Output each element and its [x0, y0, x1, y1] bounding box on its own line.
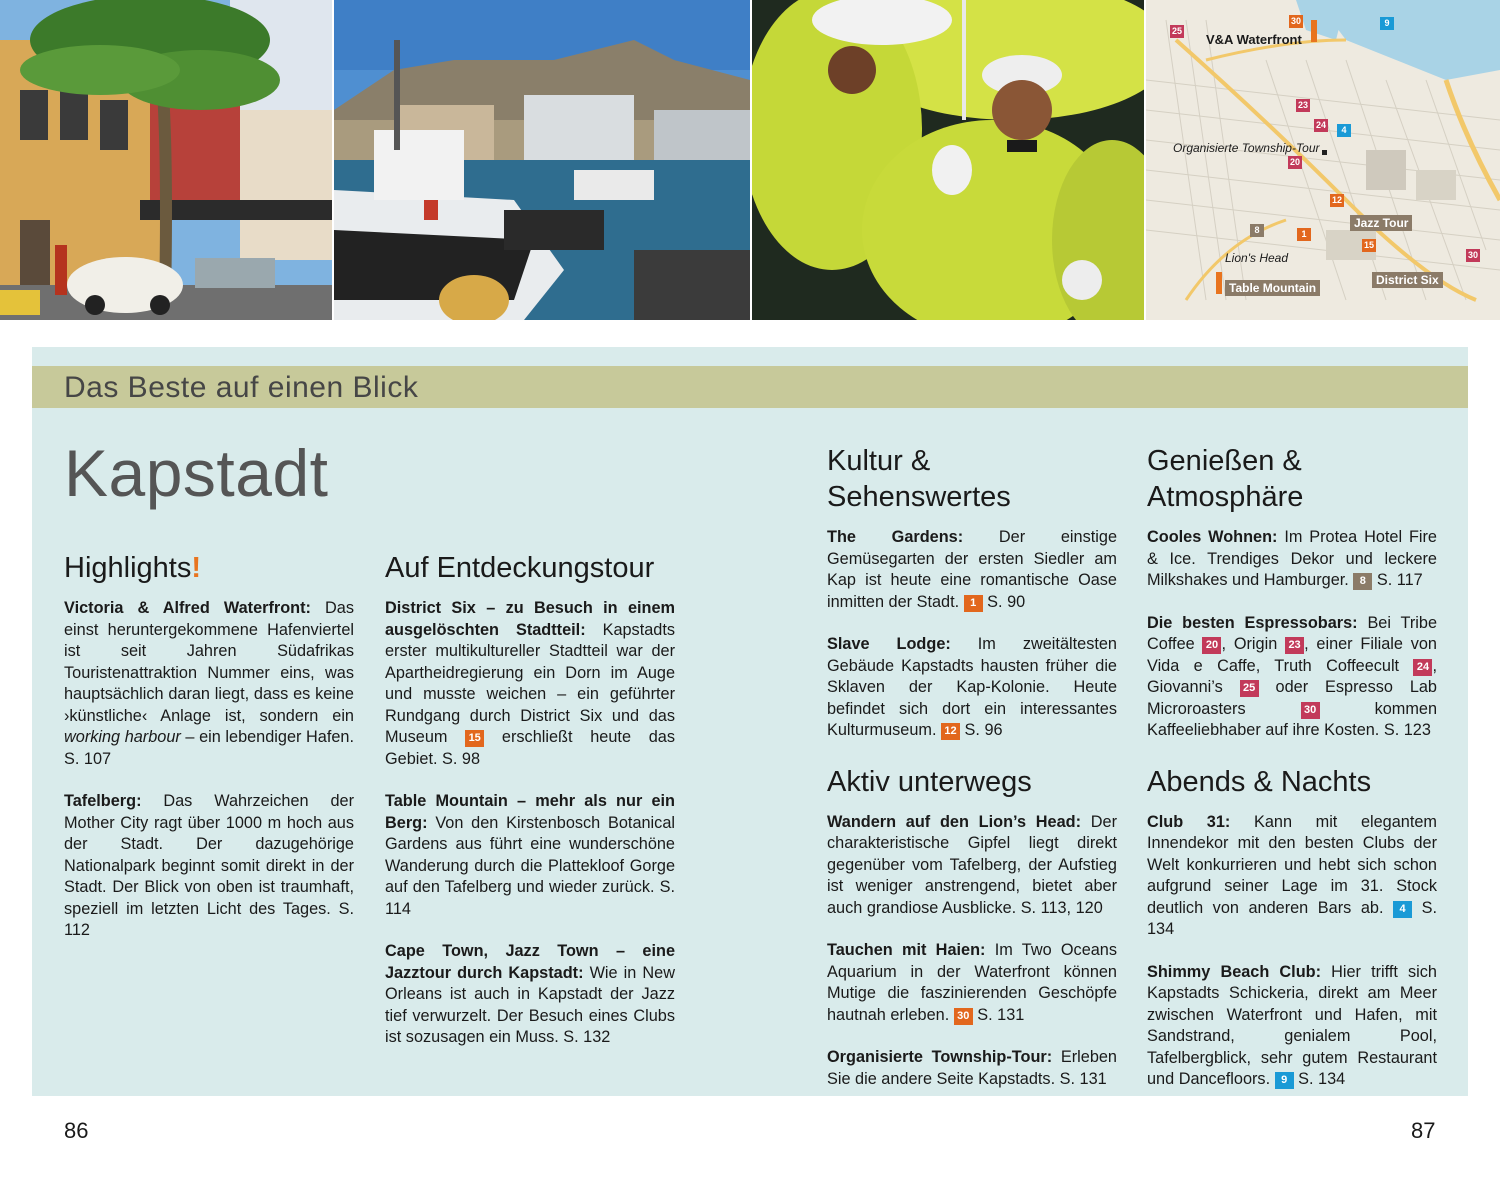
- photo-strip: [0, 0, 1500, 320]
- content-panel: [32, 347, 1468, 1096]
- harbour-photo: [334, 0, 750, 320]
- map-ref-badge: 20: [1202, 637, 1221, 654]
- active-entry: [827, 1047, 1117, 1090]
- entry-title: Club 31:: [1147, 812, 1231, 831]
- map-badge-25: 25: [1171, 26, 1182, 36]
- entry-title: Shimmy Beach Club:: [1147, 962, 1322, 981]
- entry-text: Der einstige Gemüsegarten der ersten Siedler am Kap ist heute eine romantische Oase inmitten der Stadt.: [827, 528, 1117, 611]
- map-label-district-six: District Six: [1372, 272, 1443, 288]
- entry-text: S. 134: [1293, 1070, 1346, 1088]
- map-ref-badge: 25: [1240, 680, 1259, 697]
- map-badge-24: 24: [1315, 120, 1326, 130]
- culture-entry: [827, 634, 1117, 742]
- entry-text: S. 117: [1372, 571, 1423, 589]
- entry-title: The Gardens:: [827, 528, 964, 546]
- map-badge-20: 20: [1289, 157, 1300, 167]
- map-ref-badge: 8: [1353, 573, 1372, 590]
- map-badge-30-east: 30: [1467, 250, 1478, 260]
- page-number-left: 86: [64, 1118, 89, 1143]
- entry-text: Kann mit elegantem Innendekor mit den besten Clubs der Welt konkurrieren und hebt sich schon aufgrund seiner Lage im 31. Stock deutlich von anderen Bars ab.: [1147, 812, 1437, 917]
- entry-title: Tafelberg:: [64, 792, 142, 810]
- enjoy-entry: [1147, 527, 1437, 592]
- nights-entry: [1147, 962, 1437, 1091]
- entry-text: , Giovanni’s: [1147, 656, 1437, 696]
- entry-title: Die besten Espressobars:: [1147, 613, 1358, 632]
- map-ref-badge: 30: [954, 1008, 973, 1025]
- entry-title: Table Mountain – mehr als nur ein Berg:: [385, 792, 675, 832]
- highlights-heading-text: Highlights: [64, 552, 192, 584]
- map-ref-badge: 9: [1275, 1072, 1294, 1089]
- entry-italic: working harbour: [64, 728, 181, 746]
- map-badge-15: 15: [1363, 240, 1374, 250]
- map-ref-badge: 4: [1393, 901, 1412, 918]
- carnival-photo: [752, 0, 1144, 320]
- culture-heading: Kultur & Sehenswertes: [827, 445, 1011, 513]
- entry-text: oder Espresso Lab Microroasters: [1147, 678, 1437, 718]
- section-banner: [32, 366, 1468, 408]
- map-badge-23: 23: [1297, 100, 1308, 110]
- discovery-column: [385, 550, 675, 1070]
- entry-text: S. 134: [1147, 898, 1437, 938]
- entry-text: Hier trifft sich Kapstadts Schickeria, direkt am Meer zwischen Waterfront und Hafen, mit Sandstrand, genialem Pool, Tafelbergblick, sehr gutem Restaurant und Dancefloors.: [1147, 962, 1437, 1088]
- discovery-entry: [385, 941, 675, 1049]
- entry-text: , Origin: [1221, 635, 1286, 653]
- enjoy-entry: [1147, 613, 1437, 742]
- map-label-waterfront: V&A Waterfront: [1206, 32, 1302, 47]
- entry-text: – ein lebendiger Hafen. S. 107: [64, 728, 355, 768]
- entry-text: Das Wahrzeichen der Mother City ragt über 1000 m hoch aus der Stadt. Der dazugehörige Nationalpark beginnt somit direkt in der Stadt. Der Blick von oben ist traumhaft, speziell im letzten Licht des Tages. S. 112: [64, 792, 354, 939]
- highlight-entry: [64, 791, 354, 942]
- entry-title: Slave Lodge:: [827, 635, 951, 653]
- highlights-heading: [64, 550, 354, 586]
- entry-title: Cape Town, Jazz Town – eine Jazztour durch Kapstadt:: [385, 942, 675, 982]
- enjoy-heading: Genießen & Atmosphäre: [1147, 445, 1304, 513]
- entry-text: Erleben Sie die andere Seite Kapstadts. S. 131: [827, 1048, 1117, 1088]
- entry-title: Organisierte Township-Tour:: [827, 1048, 1053, 1066]
- highlights-column: [64, 550, 354, 963]
- active-entry: [827, 940, 1117, 1026]
- entry-text: Von den Kirstenbosch Botanical Gardens aus führt eine wunderschöne Wanderung durch die Plattekloof Gorge auf den Tafelberg und wieder zurück. S. 114: [385, 813, 675, 918]
- map-ref-badge: 1: [964, 595, 983, 612]
- enjoy-column: [1147, 443, 1437, 1112]
- street-scene-photo: [0, 0, 332, 320]
- entry-title: District Six – zu Besuch in einem ausgelöschten Stadtteil:: [385, 599, 675, 639]
- nights-heading: Abends & Nachts: [1147, 765, 1372, 798]
- map-ref-badge: 24: [1413, 659, 1432, 676]
- highlight-entry: [64, 598, 354, 770]
- map-label-township: Organisierte Township-Tour: [1173, 141, 1320, 155]
- map-badge-4: 4: [1337, 124, 1351, 137]
- map-ref-badge: 30: [1301, 702, 1320, 719]
- map-label-lions-head: Lion's Head: [1225, 251, 1288, 265]
- entry-text: Der charakteristische Gipfel liegt direkt gegenüber vom Tafelberg, der Aufstieg ist weniger anstrengend, bietet aber auch grandiose Ausblicke. S. 113, 120: [827, 812, 1117, 917]
- map-badge-8: 8: [1250, 224, 1264, 237]
- entry-text: Im Protea Hotel Fire & Ice. Trendiges Dekor und leckere Milkshakes und Hamburger.: [1147, 528, 1437, 589]
- entry-text: Wie in New Orleans ist auch in Kapstadt der Jazz tief verwurzelt. Der Besuch eines Clubs ist sozusagen ein Muss. S. 132: [385, 963, 675, 1046]
- active-heading: Aktiv unterwegs: [827, 765, 1032, 798]
- map-label-table-mountain: Table Mountain: [1225, 280, 1320, 296]
- banner-title: Das Beste auf einen Blick: [64, 371, 419, 404]
- entry-text: Im Two Oceans Aquarium in der Waterfront können Mutige die faszinierenden Geschöpfe hautnah erleben.: [827, 941, 1117, 1024]
- culture-entry: [827, 527, 1117, 613]
- map-ref-badge: 23: [1285, 637, 1304, 654]
- entry-text: S. 90: [982, 592, 1026, 611]
- entry-title: Cooles Wohnen:: [1147, 528, 1278, 546]
- map-badge-9: 9: [1380, 17, 1394, 30]
- discovery-entry: [385, 791, 675, 920]
- entry-text: Kapstadts erster multikultureller Stadtteil war der Apartheidregierung ein Dorn im Auge und musste weichen – ein geführter Rundgang durch District Six und das Museum: [385, 620, 675, 746]
- entry-text: Das einst heruntergekommene Hafenviertel ist seit Jahren Südafrikas Touristenattraktion Nummer eins, was hauptsächlich daran liegt, dass es keine ›künstliche‹ Anlage ist, sondern ein: [64, 599, 354, 725]
- map-badge-1: 1: [1297, 228, 1311, 241]
- entry-text: Im zweitältesten Gebäude Kapstadts hausten früher die Sklaven der Kap-Kolonie. Heute befindet sich dort ein interessantes Kulturmuseum.: [827, 635, 1117, 739]
- map-badge-30: 30: [1290, 16, 1301, 26]
- discovery-entry: [385, 598, 675, 770]
- city-title: Kapstadt: [64, 436, 329, 510]
- entry-text: S. 131: [972, 1005, 1025, 1024]
- entry-text: Bei Tribe Coffee: [1147, 613, 1438, 653]
- entry-text: , einer Filiale von Vida e Caffe, Truth Coffeecult: [1147, 635, 1437, 675]
- map-ref-badge: 12: [941, 723, 960, 740]
- map-ref-badge: 15: [465, 730, 484, 747]
- discovery-heading: Auf Entdeckungstour: [385, 552, 655, 584]
- exclamation-icon: !: [191, 552, 202, 584]
- map-badge-12: 12: [1331, 195, 1342, 205]
- map-label-jazz: Jazz Tour: [1350, 215, 1412, 231]
- page-number-right: 87: [1411, 1118, 1436, 1143]
- entry-title: Tauchen mit Haien:: [827, 941, 986, 959]
- city-map: [1146, 0, 1500, 320]
- entry-text: erschließt heute das Gebiet. S. 98: [385, 728, 675, 768]
- entry-title: Victoria & Alfred Waterfront:: [64, 599, 311, 617]
- entry-text: kommen Kaffeeliebhaber auf ihre Kosten. S. 123: [1147, 699, 1437, 739]
- entry-text: S. 96: [960, 721, 1003, 739]
- entry-title: Wandern auf den Lion’s Head:: [827, 812, 1081, 831]
- culture-column: [827, 443, 1117, 1111]
- nights-entry: [1147, 812, 1437, 941]
- active-entry: [827, 812, 1117, 920]
